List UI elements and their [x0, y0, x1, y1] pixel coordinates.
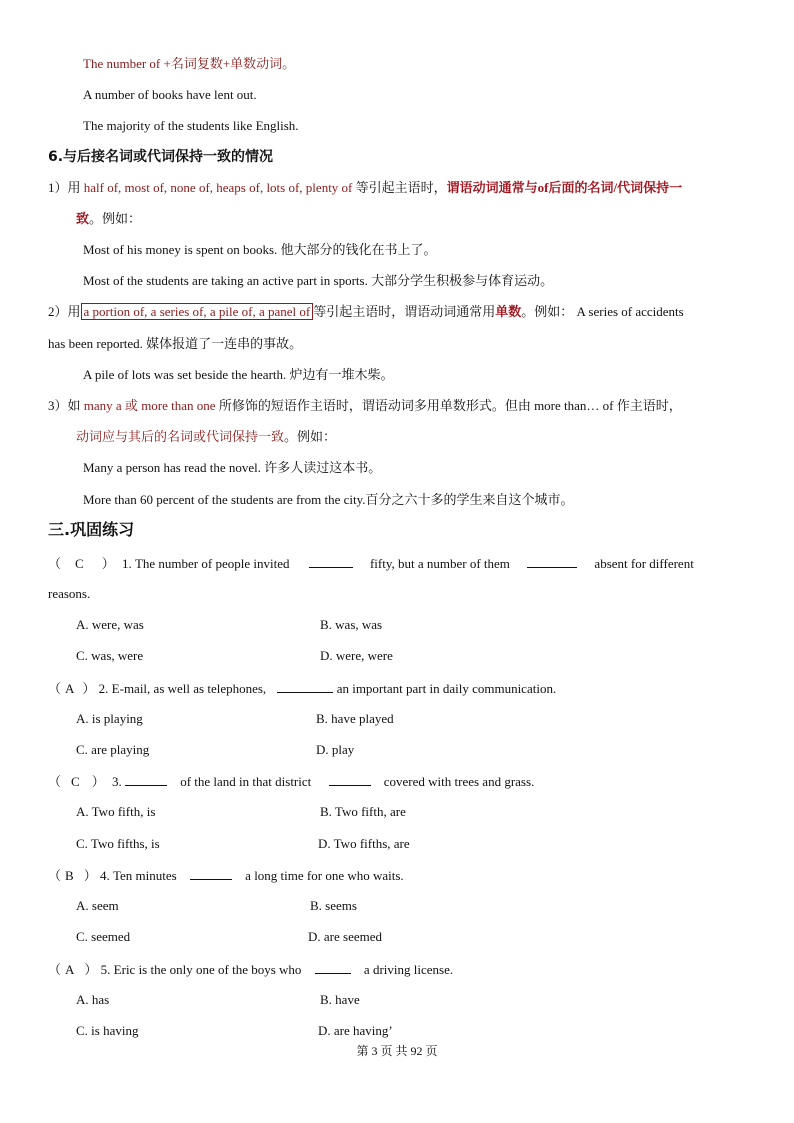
- question-4: [48, 865, 404, 886]
- answer-blank: [277, 678, 333, 693]
- rule-2-mid: 等引起主语时，谓语动词通常用: [313, 304, 496, 319]
- question-stem: of the land in that district: [180, 774, 312, 789]
- rule-3-prefix: 3）如: [48, 398, 84, 413]
- option-b: B. have: [320, 992, 360, 1007]
- option-b: B. Two fifth, are: [320, 804, 406, 819]
- option-d: D. Two fifths, are: [318, 836, 410, 851]
- rule-1-mid: 等引起主语时，: [352, 180, 447, 195]
- option-c: C. seemed: [76, 929, 131, 944]
- rule-1-example-tag: 。例如：: [89, 211, 142, 226]
- option-a: A. Two fifth, is: [76, 804, 156, 819]
- example-line: The majority of the students like English.: [83, 118, 299, 133]
- rule-2-key: 单数: [495, 304, 522, 319]
- rule-3-phrase-1: many a: [83, 398, 122, 413]
- section-heading: 三.巩固练习: [48, 520, 135, 539]
- question-stem: 5. Eric is the only one of the boys who: [100, 962, 302, 977]
- question-5: [48, 959, 453, 980]
- question-3: [48, 771, 534, 792]
- paren: ）: [91, 774, 105, 789]
- rule-3-rest: 所修饰的短语作主语时，谓语动词多用单数形式。但由 more than… of 作主语时，: [215, 398, 682, 413]
- rule-1-key-end: 致: [76, 211, 90, 226]
- question-stem: a driving license.: [363, 962, 454, 977]
- answer: B: [65, 868, 74, 883]
- paren: （: [48, 556, 62, 571]
- paren: ）: [101, 556, 115, 571]
- question-stem: 3.: [111, 774, 122, 789]
- rule-3-or: 或: [121, 398, 142, 413]
- question-1: [48, 553, 746, 574]
- answer-blank: [315, 959, 351, 974]
- example-line: Most of the students are taking an active part in sports. 大部分学生积极参与体育运动。: [83, 273, 554, 288]
- option-b: B. seems: [310, 898, 357, 913]
- example-line: Most of his money is spent on books. 他大部分的钱化在书上了。: [83, 242, 437, 257]
- paren: ）: [84, 962, 98, 977]
- question-stem: 2. E-mail, as well as telephones,: [98, 681, 267, 696]
- question-stem: a long time for one who waits.: [245, 868, 404, 883]
- section-heading: 6.与后接名词或代词保持一致的情况: [48, 149, 274, 165]
- option-c: C. are playing: [76, 742, 150, 757]
- rule-2-continued: has been reported. 媒体报道了一连串的事故。: [48, 336, 303, 351]
- example-line: A number of books have lent out.: [83, 87, 257, 102]
- paren: （: [48, 681, 62, 696]
- rule-1-phrases: half of, most of, none of, heaps of, lots of, plenty of: [83, 180, 353, 195]
- rule-2-prefix: 2）用: [48, 304, 81, 319]
- answer-blank: [190, 865, 232, 880]
- question-stem: an important part in daily communication.: [336, 681, 557, 696]
- question-stem: absent for different: [594, 556, 694, 571]
- rule-3-key: 动词应与其后的名词或代词保持一致: [76, 429, 285, 444]
- answer-blank: [527, 553, 577, 568]
- rule-line: The number of +名词复数+单数动词。: [83, 56, 296, 71]
- example-line: More than 60 percent of the students are from the city.百分之六十多的学生来自这个城市。: [83, 492, 574, 507]
- paren: （: [48, 868, 62, 883]
- question-stem: covered with trees and grass.: [383, 774, 535, 789]
- rule-3-phrase-2: more than one: [141, 398, 216, 413]
- question-stem: 4. Ten minutes: [99, 868, 177, 883]
- rule-1-prefix: 1）用: [48, 180, 84, 195]
- option-a: A. seem: [76, 898, 119, 913]
- answer-blank: [125, 771, 167, 786]
- rule-2: [48, 302, 684, 322]
- rule-2-rest: 。例如： A series of accidents: [521, 304, 684, 319]
- answer: A: [65, 681, 75, 696]
- option-d: D. are seemed: [308, 929, 382, 944]
- option-d: D. were, were: [320, 648, 393, 663]
- rule-3: [48, 396, 682, 416]
- rule-1-key: 谓语动词通常与of后面的名词/代词保持一: [446, 180, 683, 195]
- answer-blank: [309, 553, 353, 568]
- rule-2-phrases-box: a portion of, a series of, a pile of, a panel of: [81, 303, 314, 320]
- page-footer: 第 3 页 共 92 页: [356, 1044, 438, 1058]
- option-c: C. is having: [76, 1023, 139, 1038]
- paren: ）: [82, 681, 96, 696]
- option-a: A. were, was: [76, 617, 144, 632]
- rule-3-example-tag: 。例如：: [284, 429, 337, 444]
- answer: C: [71, 774, 80, 789]
- option-d: D. are having’: [318, 1023, 393, 1038]
- option-d: D. play: [316, 742, 355, 757]
- example-line: A pile of lots was set beside the hearth. 炉边有一堆木柴。: [83, 367, 394, 382]
- rule-1: [48, 178, 746, 198]
- option-c: C. was, were: [76, 648, 144, 663]
- option-b: B. have played: [316, 711, 394, 726]
- answer: C: [75, 556, 84, 571]
- question-stem: 1. The number of people invited: [121, 556, 290, 571]
- example-line: Many a person has read the novel. 许多人读过这本书。: [83, 460, 382, 475]
- question-stem: reasons.: [48, 586, 91, 601]
- option-a: A. has: [76, 992, 110, 1007]
- question-2: [48, 678, 556, 699]
- paren: ）: [83, 868, 97, 883]
- answer: A: [65, 962, 75, 977]
- paren: （: [48, 774, 62, 789]
- answer-blank: [329, 771, 371, 786]
- rule-1-continued: [76, 209, 141, 229]
- option-a: A. is playing: [76, 711, 143, 726]
- option-b: B. was, was: [320, 617, 383, 632]
- rule-3-continued: [76, 427, 336, 447]
- option-c: C. Two fifths, is: [76, 836, 160, 851]
- paren: （: [48, 962, 62, 977]
- question-stem: fifty, but a number of them: [369, 556, 510, 571]
